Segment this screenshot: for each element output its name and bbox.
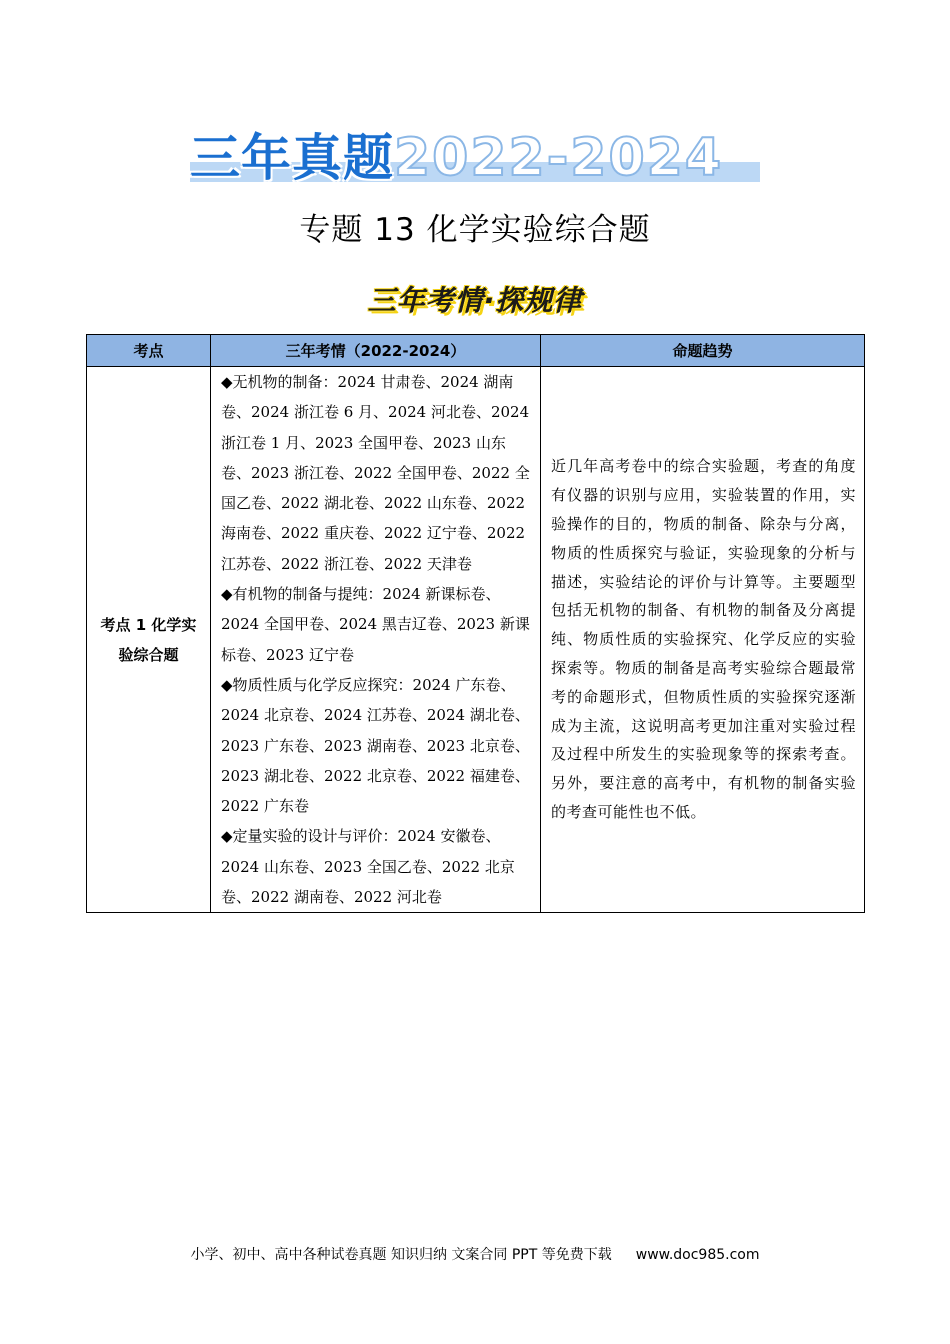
table-row (87, 367, 865, 913)
footer-url[interactable]: www.doc985.com (635, 1247, 760, 1263)
page-title: 专题 13 化学实验综合题 (299, 212, 651, 248)
exam-analysis-table (86, 334, 865, 913)
header-details: 三年考情（2022-2024） (211, 335, 541, 367)
detail-property: ◆物质性质与化学反应探究：2024 广东卷、2024 北京卷、2024 江苏卷、2024 湖北卷、2023 广东卷、2023 湖南卷、2023 北京卷、2023 湖北卷、2022 北京卷、2022 福建卷、2022 广东卷 (221, 675, 530, 816)
header-trend: 命题趋势 (541, 335, 865, 367)
section-subtitle: 三年考情·探规律 (367, 284, 583, 317)
table-header-row (87, 335, 865, 367)
details-cell (211, 367, 541, 913)
header-topic: 考点 (87, 335, 211, 367)
trend-cell: 近几年高考卷中的综合实验题，考查的角度有仪器的识别与应用，实验装置的作用，实验操作的目的，物质的制备、除杂与分离，物质的性质探究与验证，实验现象的分析与描述，实验结论的评价与计算等。主要题型包括无机物的制备、有机物的制备及分离提纯、物质性质的实验探究、化学反应的实验探索等。物质的制备是高考实验综合题最常考的命题形式，但物质性质的实验探究逐渐成为主流，这说明高考更加注重对实验过程及过程中所发生的实验现象等的探索考查。另外，要注意的高考中，有机物的制备实验的考查可能性也不低。 (541, 367, 865, 913)
page-footer (0, 1244, 950, 1264)
banner-text (190, 118, 760, 188)
footer-text: 小学、初中、高中各种试卷真题 知识归纳 文案合同 PPT 等免费下载 (190, 1247, 612, 1263)
banner (190, 118, 760, 188)
detail-organic: ◆有机物的制备与提纯：2024 新课标卷、2024 全国甲卷、2024 黑吉辽卷、2023 新课标卷、2023 辽宁卷 (221, 585, 530, 664)
detail-quantitative: ◆定量实验的设计与评价：2024 安徽卷、2024 山东卷、2023 全国乙卷、2022 北京卷、2022 湖南卷、2022 河北卷 (221, 827, 515, 907)
detail-inorganic: ◆无机物的制备：2024 甘肃卷、2024 湖南卷、2024 浙江卷 6 月、2024 河北卷、2024 浙江卷 1 月、2023 全国甲卷、2023 山东卷、2023 浙江卷、2022 全国甲卷、2022 全国乙卷、2022 湖北卷、2022 山东卷、2022 海南卷、2022 重庆卷、2022 辽宁卷、2022 江苏卷、2022 浙江卷、2022 天津卷 (221, 373, 530, 573)
banner-right-text: 2022-2024 (394, 128, 724, 188)
topic-cell: 考点 1 化学实验综合题 (87, 367, 211, 913)
banner-left-text: 三年真题 (190, 129, 394, 187)
